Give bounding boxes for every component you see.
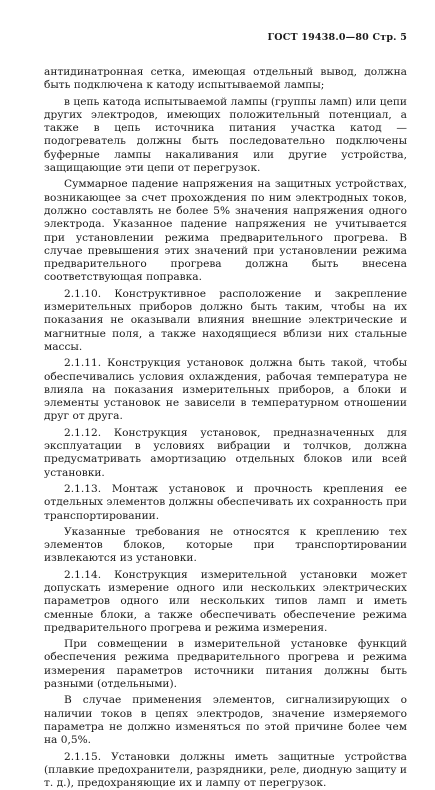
paragraph: 2.1.10. Конструктивное расположение и закрепление измерительных приборов должно быть таким, чтобы на их показания не оказывали влияния внешние электрические и магнитные поля, а также находящиеся вблизи них стальные массы. — [44, 287, 407, 353]
page-header: ГОСТ 19438.0—80 Стр. 5 — [267, 32, 407, 43]
paragraph: Суммарное падение напряжения на защитных устройствах, возникающее за счет прохождения по ним электродных токов, должно составлять не более 5% значения напряжения одного электрода. Указанное падение напряжения не учитывается при установлении режима предварительного прогрева. В случае превышения этих значений при установлении режима предварительного прогрева должна быть внесена соответствующая поправка. — [44, 178, 407, 284]
paragraph: 2.1.11. Конструкция установок должна быть такой, чтобы обеспечивались условия охлаждения, рабочая температура не влияла на показания измерительных приборов, а блоки и элементы установок не зависели в температурном отношении друг от друга. — [44, 357, 407, 423]
paragraph: 2.1.14. Конструкция измерительной установки может допускать измерение одного или нескольких электрических параметров одного или нескольких типов ламп и иметь сменные блоки, а также обеспечивать обеспечение режима предварительного прогрева и режима измерения. — [44, 568, 407, 634]
paragraph: 2.1.15. Установки должны иметь защитные устройства (плавкие предохранители, разрядники, реле, диодную защиту и т. д.), предохраняющие их и лампу от перегрузок. — [44, 750, 407, 790]
paragraph: в цепь катода испытываемой лампы (группы ламп) или цепи других электродов, имеющих положительный потенциал, а также в цепь источника питания участка катод — подогреватель должны быть последовательно подключены буферные лампы накаливания или другие устройства, защищающие эти цепи от перегрузок. — [44, 95, 407, 175]
document-body — [44, 66, 407, 790]
paragraph: 2.1.12. Конструкция установок, предназначенных для эксплуатации в условиях вибрации и толчков, должна предусматривать амортизацию отдельных блоков или всей установки. — [44, 426, 407, 479]
paragraph: 2.1.13. Монтаж установок и прочность крепления ее отдельных элементов должны обеспечивать их сохранность при транспортировании. — [44, 482, 407, 522]
paragraph: В случае применения элементов, сигнализирующих о наличии токов в цепях электродов, значение измеряемого параметра не должно изменяться по этой причине более чем на 0,5%. — [44, 694, 407, 747]
paragraph: При совмещении в измерительной установке функций обеспечения режима предварительного прогрева и режима измерения параметров источники питания должны быть разными (отдельными). — [44, 638, 407, 691]
paragraph: антидинатронная сетка, имеющая отдельный вывод, должна быть подключена к катоду испытываемой лампы; — [44, 66, 407, 92]
paragraph: Указанные требования не относятся к креплению тех элементов блоков, которые при транспортировании извлекаются из установки. — [44, 525, 407, 565]
